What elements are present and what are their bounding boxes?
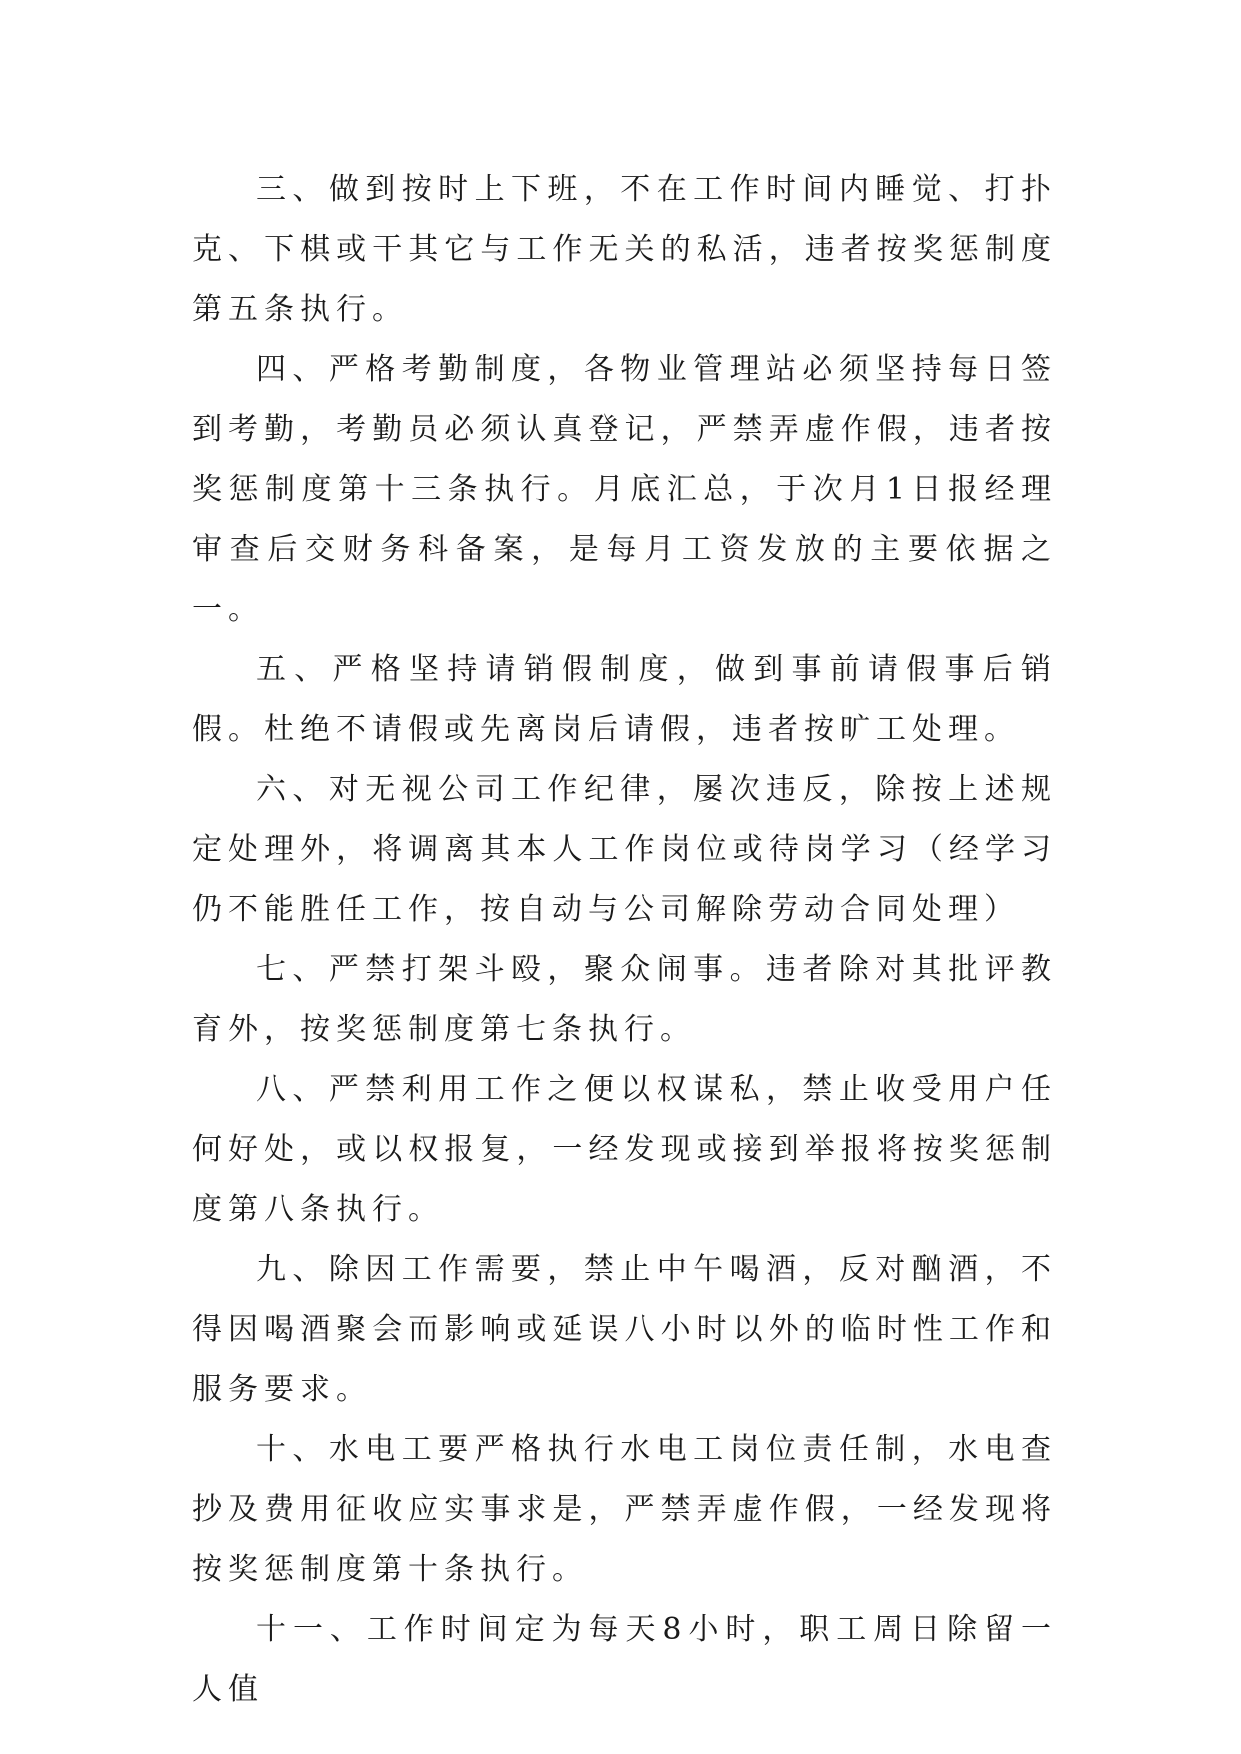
paragraph-6: 六、对无视公司工作纪律，屡次违反，除按上述规定处理外，将调离其本人工作岗位或待岗学习（经学习仍不能胜任工作，按自动与公司解除劳动合同处理） bbox=[192, 772, 1057, 927]
document-body bbox=[192, 160, 1057, 1720]
paragraph-4: 四、严格考勤制度，各物业管理站必须坚持每日签到考勤，考勤员必须认真登记，严禁弄虚作假，违者按奖惩制度第十三条执行。月底汇总，于次月1日报经理审查后交财务科备案，是每月工资发放的主要依据之一。 bbox=[192, 352, 1057, 627]
paragraph-9: 九、除因工作需要，禁止中午喝酒，反对酗酒，不得因喝酒聚会而影响或延误八小时以外的临时性工作和服务要求。 bbox=[192, 1252, 1057, 1407]
paragraph-11: 十一、工作时间定为每天8小时，职工周日除留一人值 bbox=[192, 1612, 1057, 1707]
paragraph-10: 十、水电工要严格执行水电工岗位责任制，水电查抄及费用征收应实事求是，严禁弄虚作假，一经发现将按奖惩制度第十条执行。 bbox=[192, 1432, 1057, 1587]
paragraph-8: 八、严禁利用工作之便以权谋私，禁止收受用户任何好处，或以权报复，一经发现或接到举报将按奖惩制度第八条执行。 bbox=[192, 1072, 1057, 1227]
paragraph-5: 五、严格坚持请销假制度，做到事前请假事后销假。杜绝不请假或先离岗后请假，违者按旷工处理。 bbox=[192, 652, 1057, 747]
paragraph-7: 七、严禁打架斗殴，聚众闹事。违者除对其批评教育外，按奖惩制度第七条执行。 bbox=[192, 952, 1057, 1047]
paragraph-3: 三、做到按时上下班，不在工作时间内睡觉、打扑克、下棋或干其它与工作无关的私活，违者按奖惩制度第五条执行。 bbox=[192, 172, 1057, 327]
